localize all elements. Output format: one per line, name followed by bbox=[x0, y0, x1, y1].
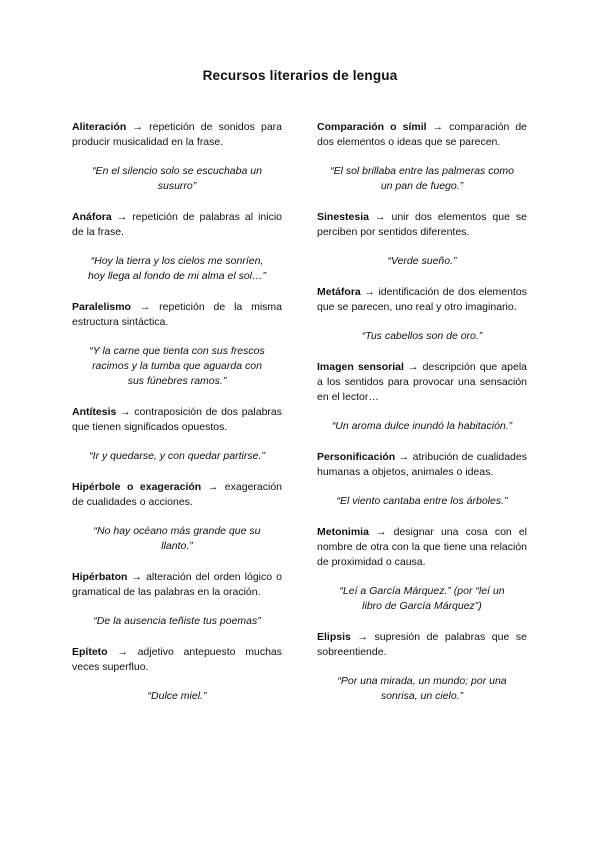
definition-text: designar una cosa con el nombre de otra con la que tiene una relación de proximidad o causa. bbox=[317, 526, 528, 568]
definition bbox=[72, 300, 282, 330]
definition-text: comparación de dos elementos o ideas que se parecen. bbox=[317, 121, 528, 148]
definition-text: atribución de cualidades humanas a objetos, animales o ideas. bbox=[317, 451, 527, 478]
definition bbox=[317, 285, 527, 315]
example: “Ir y quedarse, y con quedar partirse.” bbox=[89, 450, 265, 462]
example: “Tus cabellos son de oro.” bbox=[361, 330, 483, 342]
example: “En el silencio solo se escuchaba un susurro” bbox=[92, 165, 262, 192]
definition bbox=[72, 210, 282, 240]
example: “Verde sueño.” bbox=[387, 255, 457, 267]
example: “El sol brillaba entre las palmeras como un pan de fuego.” bbox=[330, 165, 514, 192]
definition bbox=[72, 480, 282, 510]
entry-metonimia bbox=[317, 525, 527, 614]
arrow-icon: → bbox=[398, 451, 410, 463]
arrow-icon: → bbox=[432, 121, 444, 133]
term: Epíteto bbox=[72, 646, 108, 658]
entry-paralelismo bbox=[72, 300, 282, 389]
definition bbox=[72, 120, 282, 150]
definition-text: repetición de la misma estructura sintáctica. bbox=[72, 301, 283, 328]
definition-text: unir dos elementos que se perciben por sentidos diferentes. bbox=[317, 211, 527, 238]
term: Sinestesia bbox=[317, 211, 369, 223]
arrow-icon: → bbox=[139, 301, 151, 313]
entry-metafora bbox=[317, 285, 527, 344]
definition-text: adjetivo antepuesto muchas veces superfluo. bbox=[72, 646, 282, 673]
term: Personificación bbox=[317, 451, 396, 463]
example: “Hoy la tierra y los cielos me sonríen, hoy llega al fondo de mi alma el sol…” bbox=[87, 255, 266, 282]
entry-comparacion bbox=[317, 120, 527, 194]
arrow-icon: → bbox=[116, 211, 128, 223]
example: “Por una mirada, un mundo; por una sonrisa, un cielo.” bbox=[337, 675, 507, 702]
term: Aliteración bbox=[72, 121, 127, 133]
definition-text: contraposición de dos palabras que tienen significados opuestos. bbox=[72, 406, 282, 433]
term: Metonimia bbox=[317, 526, 369, 538]
arrow-icon: → bbox=[376, 526, 387, 538]
arrow-icon: → bbox=[117, 646, 128, 658]
page-title: Recursos literarios de lengua bbox=[202, 68, 398, 83]
entry-anafora bbox=[72, 210, 282, 284]
definition bbox=[72, 570, 282, 600]
term: Metáfora bbox=[317, 286, 361, 298]
entry-aliteracion bbox=[72, 120, 282, 194]
right-column bbox=[317, 120, 527, 720]
entry-elipsis bbox=[317, 630, 527, 704]
entry-personificacion bbox=[317, 450, 527, 509]
example: “Dulce miel.” bbox=[147, 690, 207, 702]
term: Anáfora bbox=[72, 211, 112, 223]
definition-text: repetición de palabras al inicio de la frase. bbox=[72, 211, 283, 238]
definition bbox=[317, 120, 527, 150]
arrow-icon: → bbox=[131, 571, 142, 583]
definition bbox=[72, 645, 282, 675]
definition-text: identificación de dos elementos que se parecen, uno real y otro imaginario. bbox=[317, 286, 527, 313]
entry-epiteto bbox=[72, 645, 282, 704]
arrow-icon: → bbox=[132, 121, 143, 133]
example: “Y la carne que tienta con sus frescos racimos y la tumba que aguarda con sus fúnebres ramos.” bbox=[89, 345, 265, 387]
definition-text: repetición de sonidos para producir musicalidad en la frase. bbox=[72, 121, 283, 148]
term: Comparación o símil bbox=[317, 121, 427, 133]
entry-sinestesia bbox=[317, 210, 527, 269]
term: Imagen sensorial bbox=[317, 361, 404, 373]
left-column bbox=[72, 120, 282, 720]
definition bbox=[317, 450, 527, 480]
arrow-icon: → bbox=[357, 631, 368, 643]
example: “El viento cantaba entre los árboles.” bbox=[336, 495, 508, 507]
definition bbox=[317, 630, 527, 660]
definition-text: supresión de palabras que se sobreentiende. bbox=[317, 631, 527, 658]
arrow-icon: → bbox=[408, 361, 419, 373]
definition-text: exageración de cualidades o acciones. bbox=[72, 481, 283, 508]
term: Hipérbole o exageración bbox=[72, 481, 202, 493]
definition-text: descripción que apela a los sentidos para provocar una sensación en el lector… bbox=[317, 361, 527, 403]
entry-antitesis bbox=[72, 405, 282, 464]
arrow-icon: → bbox=[120, 406, 131, 418]
term: Antítesis bbox=[72, 406, 117, 418]
definition bbox=[317, 210, 527, 240]
arrow-icon: → bbox=[207, 481, 219, 493]
example: “No hay océano más grande que su llanto.” bbox=[93, 525, 261, 552]
example: “Leí a García Márquez.” (por “leí un libro de García Márquez”) bbox=[339, 585, 505, 612]
arrow-icon: → bbox=[374, 211, 386, 223]
definition bbox=[317, 525, 527, 570]
arrow-icon: → bbox=[364, 286, 375, 298]
entry-hiperbaton bbox=[72, 570, 282, 629]
term: Paralelismo bbox=[72, 301, 131, 313]
entry-hiperbole bbox=[72, 480, 282, 554]
term: Elipsis bbox=[317, 631, 351, 643]
entry-imagen-sensorial bbox=[317, 360, 527, 434]
example: “De la ausencia teñiste tus poemas” bbox=[93, 615, 261, 627]
definition bbox=[72, 405, 282, 435]
definition bbox=[317, 360, 527, 405]
example: “Un aroma dulce inundó la habitación.” bbox=[331, 420, 513, 432]
term: Hipérbaton bbox=[72, 571, 128, 583]
definition-text: alteración del orden lógico o gramatical de las palabras en la oración. bbox=[72, 571, 283, 598]
